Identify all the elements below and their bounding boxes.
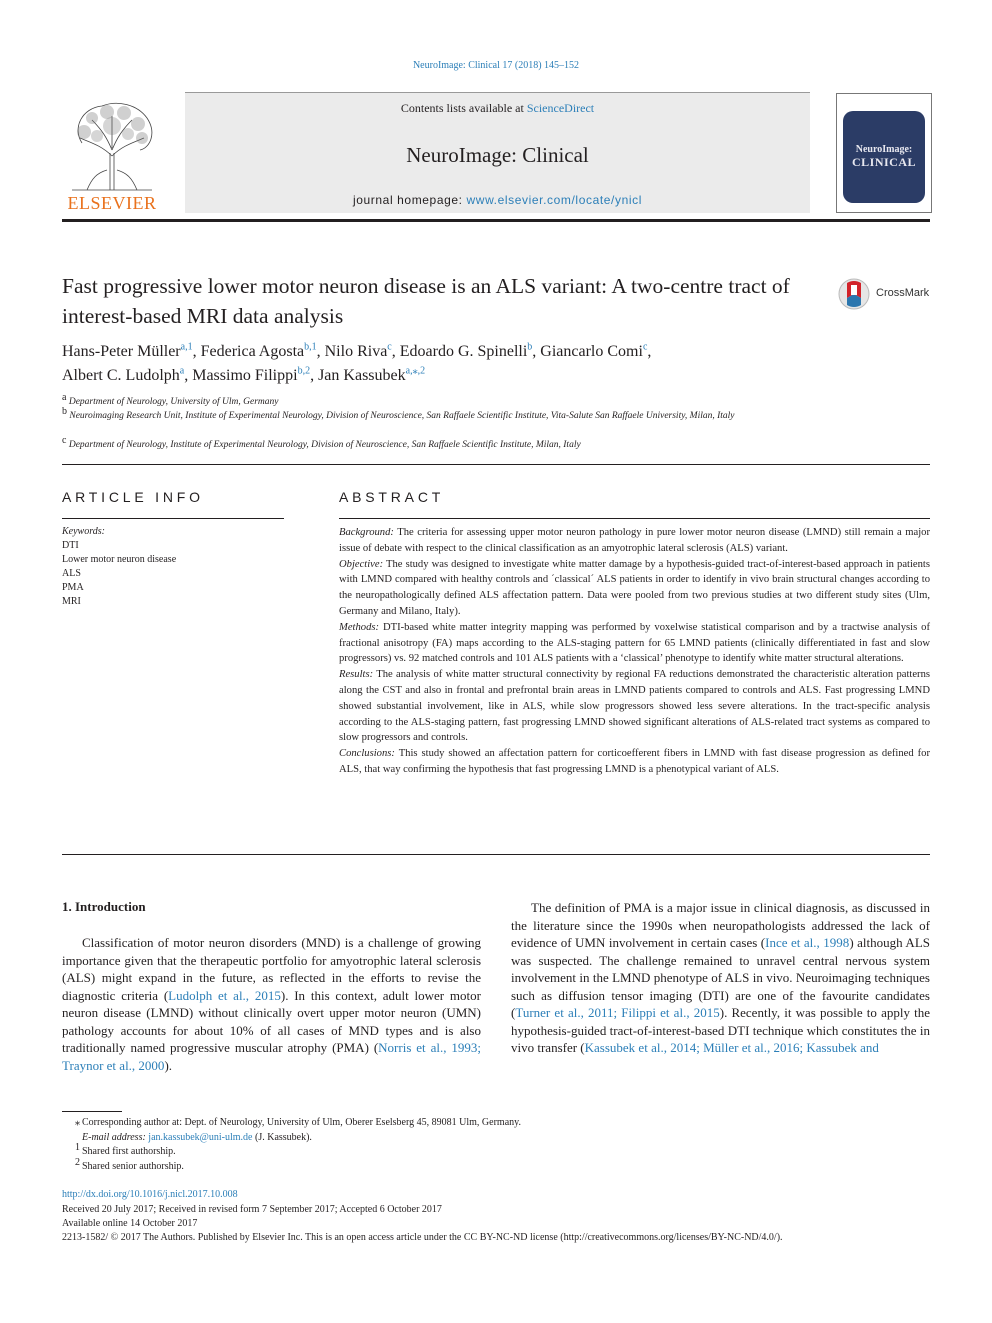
body-column-left (62, 934, 481, 1074)
author-name[interactable]: Giancarlo Comi (540, 343, 643, 360)
title-divider (62, 464, 930, 465)
keyword-item: Lower motor neuron disease (62, 554, 177, 565)
author-name[interactable]: Federica Agosta (200, 343, 305, 360)
body-text: The definition of PMA is a major issue in clinical diagnosis, as discussed in the literature since the 1990s when neuropathologists addressed the lack of evidence of UMN involvement in certain cases ( (511, 900, 930, 950)
body-text: ). (164, 1057, 173, 1073)
journal-name: NeuroImage: Clinical (406, 143, 589, 167)
elsevier-logo[interactable] (62, 98, 162, 214)
homepage-prefix: journal homepage: (352, 193, 467, 207)
author-affiliation-mark[interactable]: b,1 (304, 341, 317, 353)
affiliation-mark: a (62, 391, 67, 403)
author-separator: , (184, 367, 193, 384)
author-list (62, 340, 832, 388)
journal-cover[interactable] (836, 93, 932, 213)
abstract-objective (339, 557, 930, 620)
author-separator: , (647, 343, 652, 360)
author-affiliation-mark[interactable]: c (387, 341, 392, 353)
author-affiliation-mark[interactable]: b,2 (297, 365, 311, 377)
citation-link[interactable]: Kassubek et al., 2014; Müller et al., 2016; Kassubek and (584, 1040, 879, 1055)
author-affiliation-mark[interactable]: c (642, 341, 648, 353)
article-info-heading: ARTICLE INFO (62, 489, 204, 505)
footnote-2: $^2$ Shared senior authorship. (75, 1156, 184, 1172)
cover-title-line2: CLINICAL (851, 155, 916, 169)
author-name[interactable]: Hans-Peter Müller (62, 343, 181, 360)
body-text: ) although ALS was suspected. The challenge remained to unravel central nervous system involvement in the LMND phenotype of ALS in vivo. Neuroimaging techniques such as diffusion tensor imaging (DTI) are one of the favourite candidates ( (511, 935, 930, 1020)
body-text: Classification of motor neuron disorders (MND) is a challenge of growing importance given that the therapeutic portfolio for amyotrophic lateral sclerosis (ALS) might expand in the future, as reflected in the efforts to revise the diagnostic criteria ( (62, 935, 481, 1003)
section-text: The criteria for assessing upper motor neuron pathology in pure lower motor neuron disease (LMND) still remain a major issue of debate with respect to the clinical classification as an amyotrophic lateral sclerosis (ALS) variant. (339, 527, 930, 554)
footnote-text: Corresponding author at: Dept. of Neurology, University of Ulm, Oberer Eselsberg 45, 89081 Ulm, Germany. (82, 1117, 521, 1128)
crossmark-badge[interactable] (838, 278, 933, 310)
affiliation-text: Department of Neurology, Institute of Experimental Neurology, Division of Neuroscience, San Raffaele Scientific Institute, Milan, Italy (68, 440, 581, 450)
footnote-1: $^1$ Shared first authorship. (75, 1141, 176, 1157)
author-separator: , (316, 343, 325, 360)
abstract-results (339, 667, 930, 746)
section-label: Background: (339, 527, 394, 538)
affiliation-c (62, 434, 822, 452)
abstract-heading: ABSTRACT (339, 489, 445, 505)
section-label: Methods: (339, 621, 380, 633)
received-dates: Received 20 July 2017; Received in revised form 7 September 2017; Accepted 6 October 2017 (62, 1204, 442, 1215)
keyword-item: ALS (62, 568, 81, 579)
footnote-email (62, 1131, 312, 1145)
citation-link[interactable]: Norris et al., 1993; Traynor et al., 2000 (62, 1040, 481, 1073)
keyword-item: DTI (62, 540, 79, 551)
body-text: ). Recently, it was possible to apply the hypothesis-guided tract-of-interest-based DTI technique which constitutes the in vivo transfer ( (511, 1005, 930, 1055)
sciencedirect-link[interactable]: ScienceDirect (526, 101, 595, 115)
affiliation-mark: c (62, 434, 67, 446)
footnote-text: Shared senior authorship. (82, 1161, 184, 1172)
elsevier-wordmark: ELSEVIER (67, 193, 157, 213)
author-name[interactable]: Edoardo G. Spinelli (399, 343, 528, 360)
intro-paragraph-2 (511, 899, 930, 1057)
citation-link[interactable]: Ince et al., 1998 (765, 935, 850, 950)
doi-link[interactable]: http://dx.doi.org/10.1016/j.nicl.2017.10.008 (62, 1189, 238, 1200)
header-divider (62, 219, 930, 222)
email-link[interactable]: jan.kassubek@uni-ulm.de (148, 1132, 253, 1143)
section-label: Objective: (339, 558, 384, 570)
cover-badge (843, 111, 925, 203)
email-label: E-mail address: (82, 1132, 146, 1143)
body-column-right (511, 899, 930, 1057)
footnote-text: (J. Kassubek). (252, 1132, 312, 1143)
license-line: 2213-1582/ © 2017 The Authors. Published by Elsevier Inc. This is an open access article under the CC BY-NC-ND license (http://creativecommons.org/licenses/BY-NC-ND/4.0/). (62, 1232, 783, 1243)
keywords-label: Keywords: (62, 526, 105, 537)
contents-prefix: Contents lists available at (400, 101, 527, 115)
abstract-body (339, 525, 930, 778)
homepage-line (185, 193, 810, 207)
elsevier-tree-icon (62, 98, 162, 194)
homepage-link[interactable]: www.elsevier.com/locate/ynicl (466, 193, 642, 207)
footnote-text: Shared first authorship. (82, 1146, 176, 1157)
section-label: Conclusions: (339, 748, 395, 760)
article-info-rule (62, 518, 284, 519)
author-separator: , (192, 343, 201, 360)
affiliation-mark: b (62, 405, 67, 417)
abstract-conclusions (339, 746, 930, 778)
section-heading-introduction: 1. Introduction (62, 899, 146, 914)
affiliation-text: Neuroimaging Research Unit, Institute of Experimental Neurology, Division of Neuroscience, San Raffaele Scientific Institute, Vita-Salute San Raffaele University, Milan, Italy (69, 411, 735, 421)
keywords-list (62, 525, 176, 609)
citation-link[interactable]: Turner et al., 2011; Filippi et al., 2015 (515, 1005, 720, 1020)
journal-citation[interactable]: NeuroImage: Clinical 17 (2018) 145–152 (412, 60, 580, 71)
author-separator: , (532, 343, 541, 360)
author-affiliation-mark[interactable]: a,⁎,2 (405, 365, 426, 377)
body-text: ). In this context, adult lower motor neuron disease (LMND) without clinically overt upper motor neuron (UMN) pathology accounts for about 10% of all cases of MND types and is also traditionally named progressive muscular atrophy (PMA) ( (62, 987, 481, 1055)
footnote-corresponding (62, 1116, 521, 1130)
article-title: Fast progressive lower motor neuron disease is an ALS variant: A two-centre tract of interest-based MRI data analysis (62, 274, 790, 328)
contents-line (185, 101, 810, 116)
citation-link[interactable]: Ludolph et al., 2015 (168, 987, 281, 1003)
intro-paragraph-1 (62, 934, 481, 1074)
abstract-rule (339, 518, 930, 519)
abstract-background (339, 525, 930, 557)
abstract-divider (62, 854, 930, 855)
author-name[interactable]: Nilo Riva (324, 343, 388, 360)
footnote-mark: ⁎ (75, 1117, 80, 1128)
keyword-item: PMA (62, 582, 84, 593)
section-text: This study showed an affectation pattern for corticoefferent fibers in LMND with fast disease progression as defined for ALS, that way confirming the hypothesis that fast progressing LMND is a phenotypical variant of ALS. (339, 748, 930, 775)
section-label: Results: (339, 669, 374, 681)
author-name[interactable]: Massimo Filippi (192, 367, 298, 384)
author-affiliation-mark[interactable]: b (527, 341, 533, 353)
abstract-methods (339, 620, 930, 667)
crossmark-icon (838, 278, 872, 310)
section-text: The study was designed to investigate white matter damage by a hypothesis-guided tract-of-interest-based approach in patients with LMND compared with healthy controls and ´classical´ ALS patients in order to identify in vivo brain structural changes according to the neuropathologically defined ALS affectation pattern. Data were pooled from two previous studies at two different study sites (Ulm, Germany and Milano, Italy). (339, 558, 930, 617)
affiliation-a (62, 391, 822, 409)
affiliation-b (62, 405, 822, 423)
keyword-item: MRI (62, 596, 81, 607)
crossmark-label: CrossMark (876, 287, 930, 299)
section-text: The analysis of white matter structural connectivity by regional FA reductions demonstrated the characteristic alteration patterns along the CST and also in frontal and prefrontal brain areas in LMND patients compared to controls and ALS. Fast progressing LMND showed substantial involvement, like in ALS, while slow progressors showed less severe alterations. In the tract-specific analysis according to the ALS-staging pattern, fast progressing LMND showed significant alterations of ALS-related tract systems as compared to slow progressors and controls. (339, 669, 930, 744)
cover-title-line1: NeuroImage: (855, 144, 913, 155)
footnote-rule (62, 1111, 122, 1112)
author-separator: , (310, 367, 319, 384)
author-name[interactable]: Jan Kassubek (318, 367, 406, 384)
affiliation-text: Department of Neurology, University of Ulm, Germany (68, 397, 279, 407)
section-text: DTI-based white matter integrity mapping was performed by voxelwise statistical comparison and by a tractwise analysis of fractional anisotropy (FA) maps according to the ALS-staging pattern for 65 LMND patients (clinically differentiated in fast and slow progressors) vs. 92 matched controls and 101 ALS patients with a ‘classical’ phenotype to identify white matter structural alterations. (339, 621, 930, 665)
available-online: Available online 14 October 2017 (62, 1218, 198, 1229)
author-affiliation-mark[interactable]: a,1 (180, 341, 193, 353)
author-separator: , (391, 343, 400, 360)
author-name[interactable]: Albert C. Ludolph (62, 367, 180, 384)
author-affiliation-mark[interactable]: a (179, 365, 185, 377)
